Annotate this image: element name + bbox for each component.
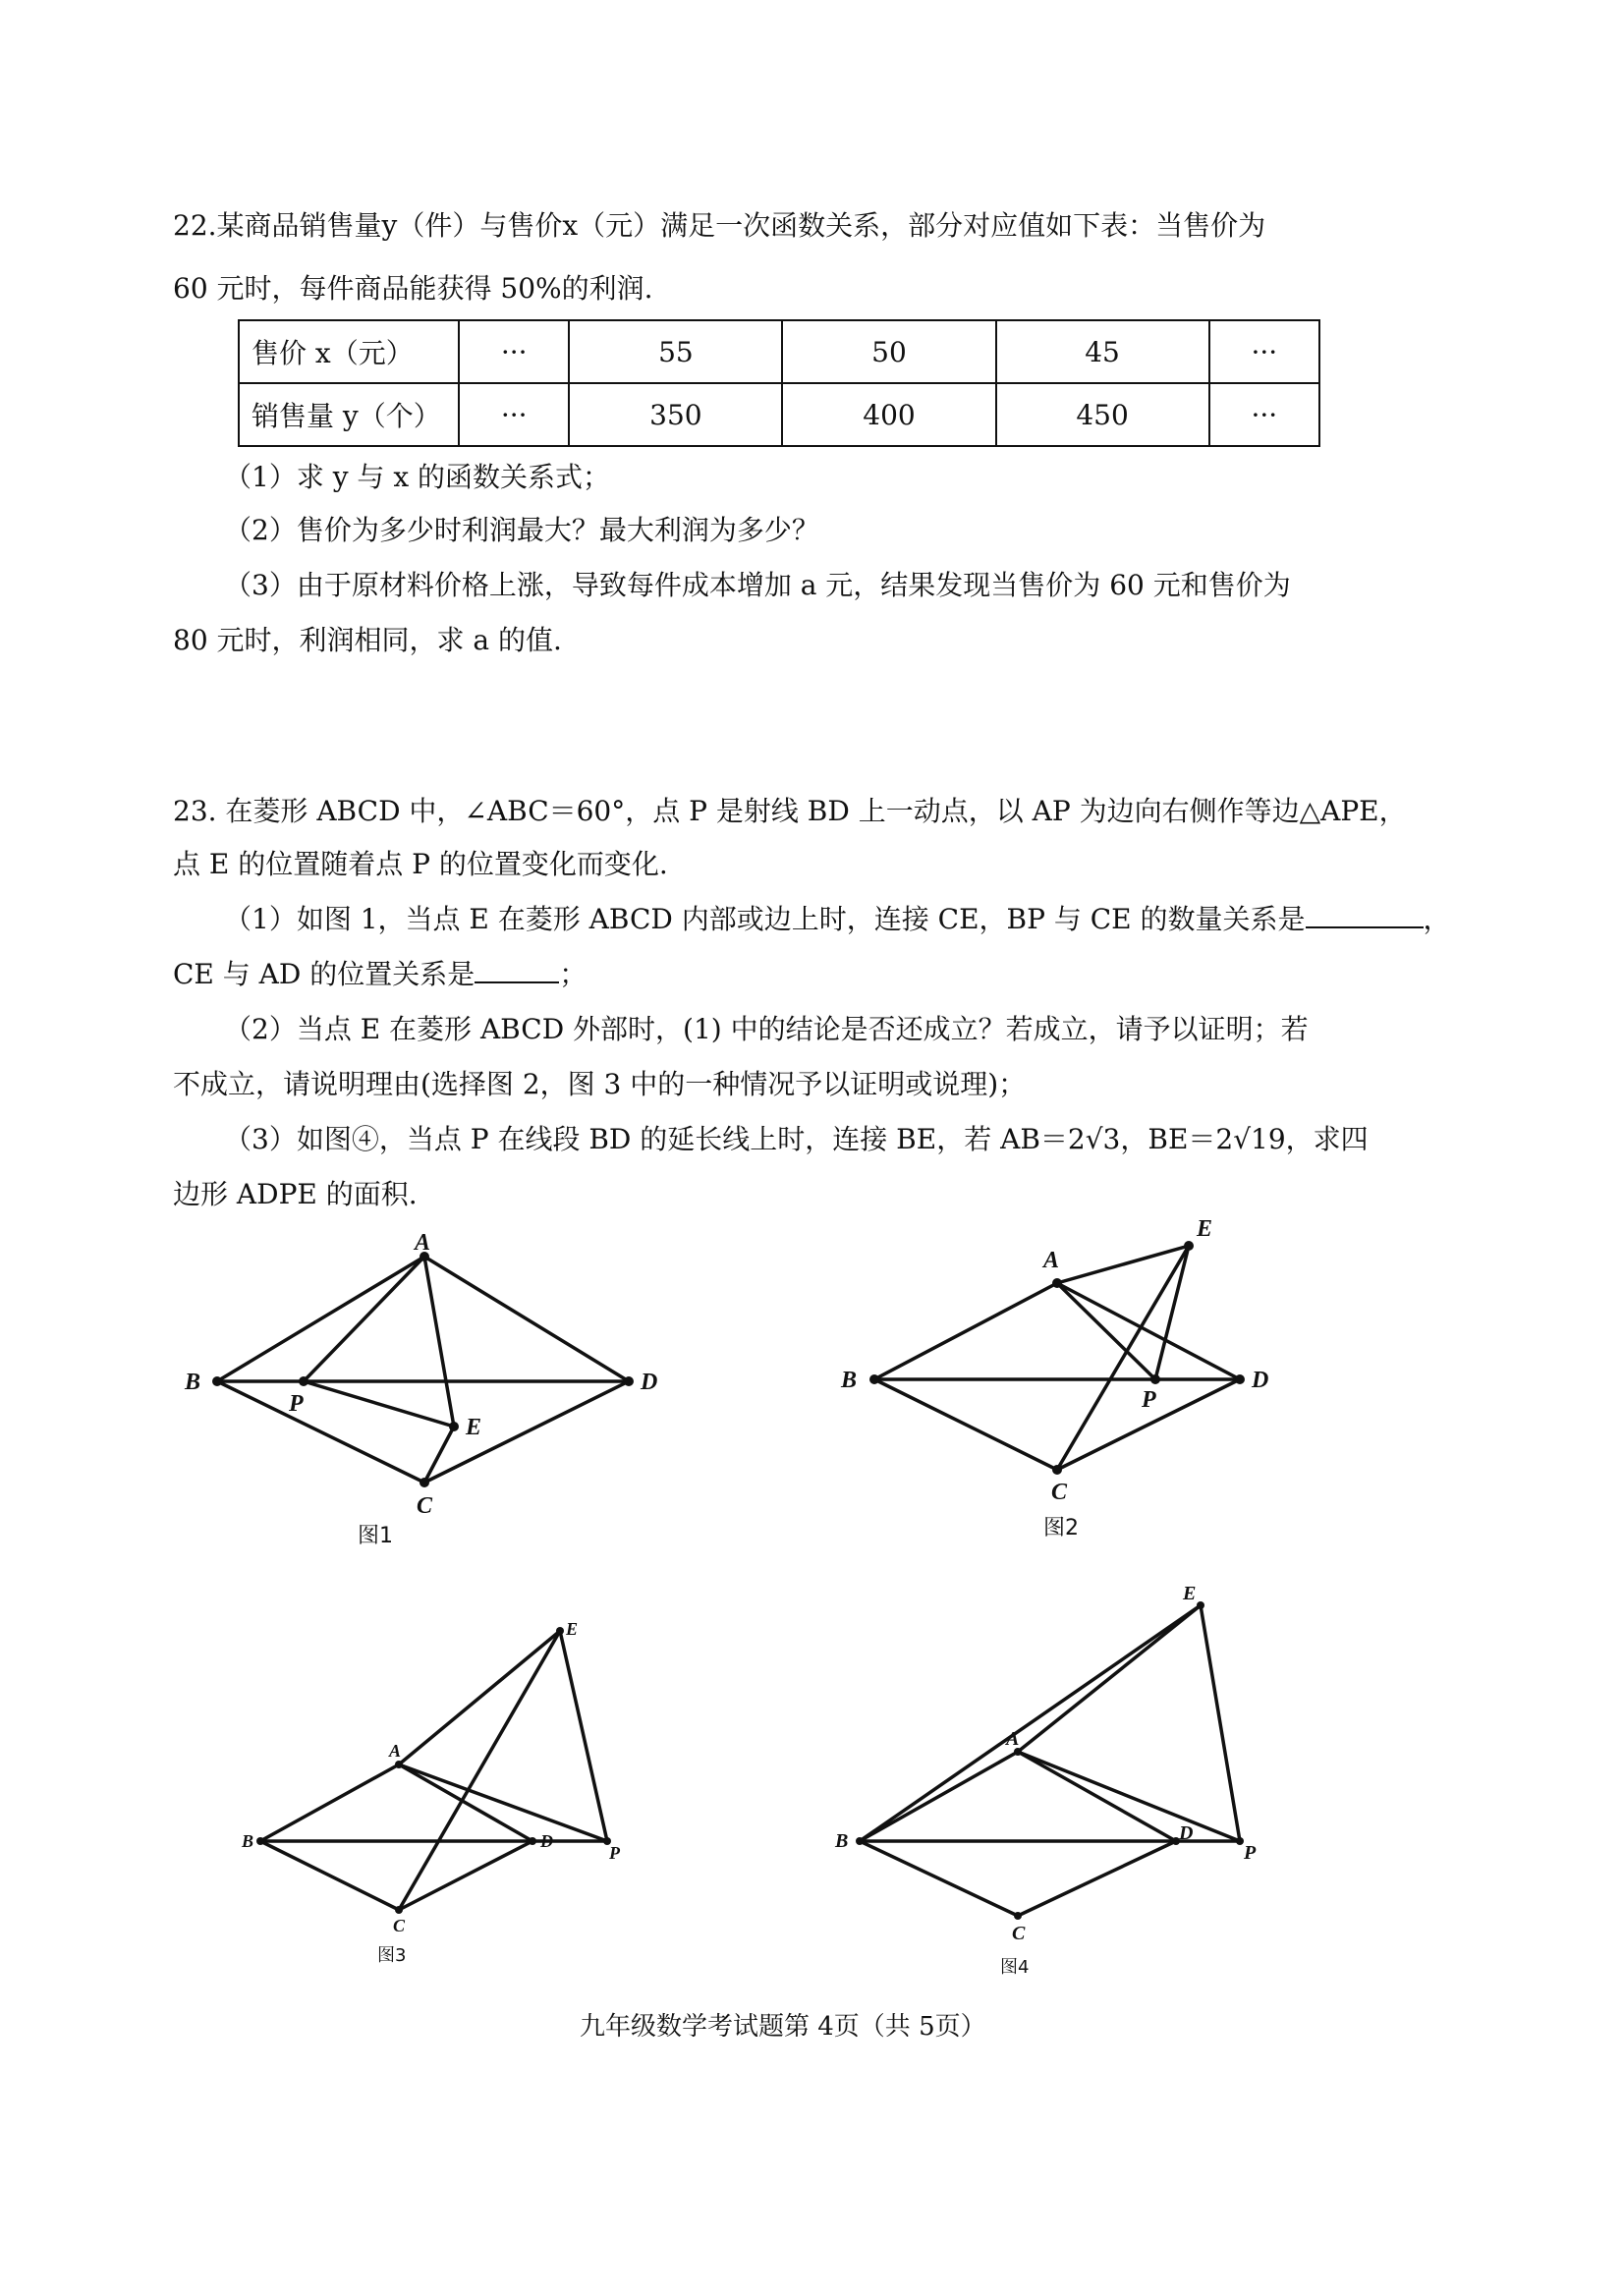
figure-4-caption: 图4 [1000,1957,1030,1978]
segment-EP [1201,1605,1240,1841]
label-D: D [641,1370,658,1395]
table-cell: 350 [569,383,782,446]
page-footer: 九年级数学考试题第 4页（共 5页） [580,2012,986,2042]
point-C [420,1478,429,1487]
point-C [1014,1912,1022,1920]
segment-AP [399,1764,607,1841]
table-cell: ··· [1209,383,1319,446]
segment-BA [260,1764,399,1841]
point-B [212,1376,222,1386]
point-D [529,1837,536,1845]
segment-AE [399,1631,560,1764]
figure-2-caption: 图2 [1043,1516,1079,1540]
table-cell: ··· [459,320,569,383]
q23-sub1b-end: ； [559,958,588,990]
segment-BA [860,1752,1018,1841]
table-cell: ··· [459,383,569,446]
segment-AD [424,1257,629,1381]
table-cell: 售价 x（元） [239,320,459,383]
label-E: E [566,1619,579,1639]
point-A [1052,1278,1062,1288]
segment-DC [1018,1841,1176,1916]
label-P: P [1244,1842,1257,1864]
label-B: B [841,1368,858,1393]
q23-sub1b-text: CE 与 AD 的位置关系是 [173,958,476,990]
label-C: C [1012,1923,1026,1944]
table-cell: ··· [1209,320,1319,383]
segment-EP [560,1631,607,1841]
figure-3-caption: 图3 [377,1945,407,1966]
label-A: A [389,1741,402,1761]
segment-PE [304,1381,454,1427]
point-C [395,1906,403,1914]
q23-sub1a-end: ， [1423,903,1451,935]
label-C: C [393,1916,406,1935]
q23-line1: 23. 在菱形 ABCD 中，∠ABC＝60°，点 P 是射线 BD 上一动点，以 AP 为边向右侧作等边△APE， [173,795,1407,827]
label-B: B [185,1370,201,1395]
point-B [856,1837,864,1845]
point-A [395,1761,403,1768]
q22-sub2: （2）售价为多少时利润最大？最大利润为多少？ [224,514,819,546]
label-E: E [1197,1216,1213,1242]
segment-CB [874,1379,1057,1470]
point-B [869,1374,879,1384]
label-D: D [540,1831,553,1851]
table-cell: 50 [782,320,995,383]
q22-sub3a: （3）由于原材料价格上涨，导致每件成本增加 a 元，结果发现当售价为 60 元和售价为 [224,569,1291,601]
label-C: C [417,1493,433,1519]
q23-sub1a-text: （1）如图 1，当点 E 在菱形 ABCD 内部或边上时，连接 CE，BP 与 CE 的数量关系是 [224,903,1306,935]
point-P [1150,1374,1160,1384]
label-B: B [242,1831,254,1851]
label-A: A [1006,1728,1020,1750]
segment-CB [217,1381,424,1483]
label-A: A [415,1230,431,1256]
segment-CB [260,1841,399,1910]
label-P: P [1142,1387,1156,1413]
point-P [1236,1837,1244,1845]
point-E [556,1627,564,1635]
point-E [1184,1241,1194,1251]
segment-EP [1155,1246,1189,1379]
label-P: P [609,1843,620,1863]
segment-AE [1018,1605,1201,1752]
table-cell: 45 [996,320,1209,383]
point-E [449,1422,459,1431]
q23-sub3b: 边形 ADPE 的面积. [173,1178,418,1210]
segment-AP [1057,1283,1155,1379]
q23-sub2b: 不成立，请说明理由(选择图 2，图 3 中的一种情况予以证明或说理)； [173,1068,1027,1100]
segment-DC [424,1381,629,1483]
label-D: D [1179,1822,1194,1844]
q23-sub3a: （3）如图④，当点 P 在线段 BD 的延长线上时，连接 BE，若 AB＝2√3，BE＝2√19，求四 [224,1123,1369,1155]
table-cell: 400 [782,383,995,446]
label-B: B [835,1830,849,1852]
segment-BA [874,1283,1057,1379]
segment-AD [1057,1283,1240,1379]
table-cell: 450 [996,383,1209,446]
q22-sub1: （1）求 y 与 x 的函数关系式； [224,461,611,493]
q22-line2: 60 元时，每件商品能获得 50%的利润. [173,272,653,305]
table-cell: 销售量 y（个） [239,383,459,446]
label-P: P [289,1391,304,1417]
point-D [624,1376,634,1386]
segment-AD [399,1764,532,1841]
q23-line2: 点 E 的位置随着点 P 的位置变化而变化. [173,848,668,880]
segment-AD [1018,1752,1176,1841]
point-B [256,1837,264,1845]
table-cell: 55 [569,320,782,383]
q22-sub3b: 80 元时，利润相同，求 a 的值. [173,624,562,656]
label-C: C [1051,1480,1068,1505]
label-E: E [1183,1583,1197,1604]
q22-line1: 22.某商品销售量y（件）与售价x（元）满足一次函数关系，部分对应值如下表：当售价为 [173,209,1266,242]
label-D: D [1252,1368,1269,1393]
point-P [299,1376,308,1386]
label-E: E [466,1415,482,1440]
segment-CB [860,1841,1018,1916]
point-D [1235,1374,1245,1384]
segment-AE [424,1257,454,1427]
point-C [1052,1465,1062,1475]
point-E [1197,1601,1204,1609]
label-A: A [1043,1248,1060,1273]
segment-AP [1018,1752,1240,1841]
q23-sub2a: （2）当点 E 在菱形 ABCD 外部时，(1) 中的结论是否还成立？若成立，请予以证明；若 [224,1013,1309,1045]
figure-1-caption: 图1 [358,1524,393,1548]
